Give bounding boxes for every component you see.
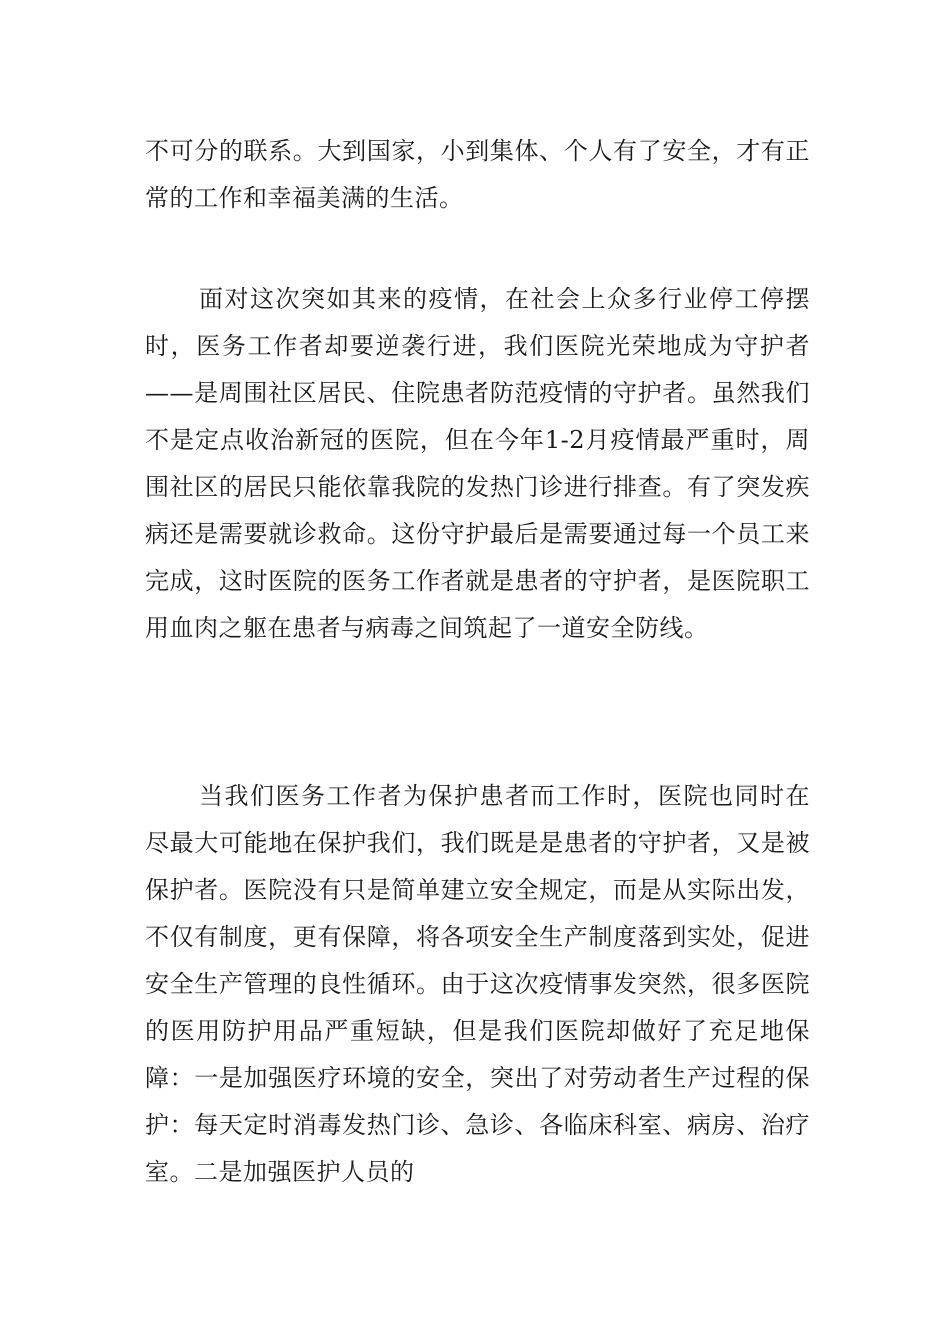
paragraph-continuation: 不可分的联系。大到国家，小到集体、个人有了安全，才有正常的工作和幸福美满的生活。: [145, 137, 810, 212]
paragraph-epidemic-guardians: 面对这次突如其来的疫情，在社会上众多行业停工停摆时，医务工作者却要逆袭行进，我们医院光荣地成为守护者——是周围社区居民、住院患者防范疫情的守护者。虽然我们不是定点收治新冠的医院，但在今年1-2月疫情最严重时，周围社区的居民只能依靠我院的发热门诊进行排查。有了突发疾病还是需要就诊救命。这份守护最后是需要通过每一个员工来完成，这时医院的医务工作者就是患者的守护者，是医院职工用血肉之躯在患者与病毒之间筑起了一道安全防线。: [145, 285, 810, 642]
paragraph-hospital-protection: 当我们医务工作者为保护患者而工作时，医院也同时在尽最大可能地在保护我们，我们既是是患者的守护者，又是被保护者。医院没有只是简单建立安全规定，而是从实际出发，不仅有制度，更有保障，将各项安全生产制度落到实处，促进安全生产管理的良性循环。由于这次疫情事发突然，很多医院的医用防护用品严重短缺，但是我们医院却做好了充足地保障：一是加强医疗环境的安全，突出了对劳动者生产过程的保护：每天定时消毒发热门诊、急诊、各临床科室、病房、治疗室。二是加强医护人员的: [145, 782, 810, 1186]
